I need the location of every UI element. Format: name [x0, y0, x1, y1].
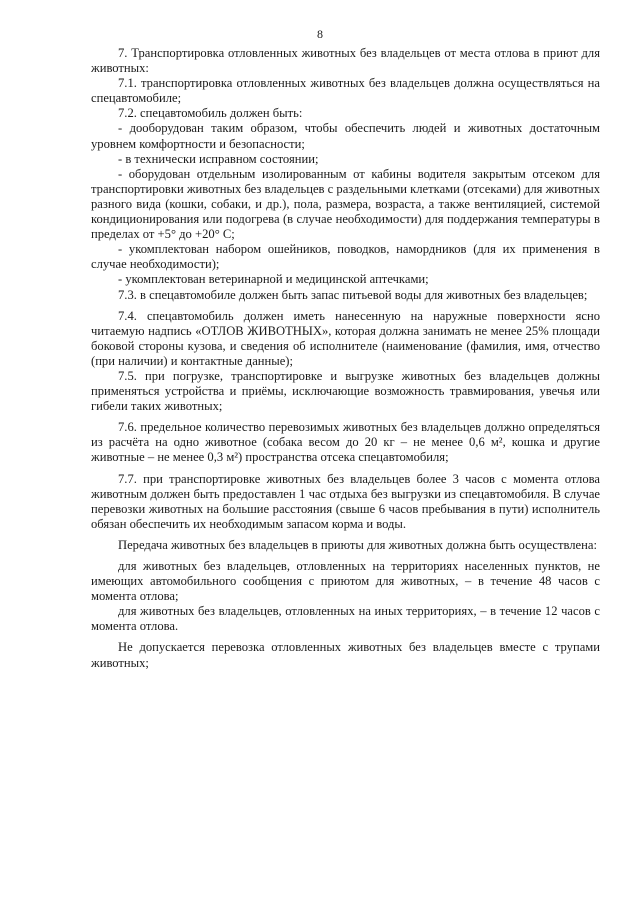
paragraph: 7.1. транспортировка отловленных животных без владельцев должна осуществляться на спецавтомобиле;: [91, 76, 600, 106]
paragraph: - в технически исправном состоянии;: [118, 151, 319, 166]
paragraph: для животных без владельцев, отловленных на территориях населенных пунктов, не имеющих автомобильного сообщения с приютом для животных, – в течение 48 часов с момента отлова;: [91, 559, 600, 604]
paragraph: 7.7. при транспортировке животных без владельцев более 3 часов с момента отлова животным должен быть предоставлен 1 час отдыха без выгрузки из спецавтомобиля. В случае перевозки животных на большие расстояния (свыше 6 часов пребывания в пути) исполнитель обязан обеспечить их необходимым запасом корма и воды.: [91, 471, 600, 531]
paragraph: - дооборудован таким образом, чтобы обеспечить людей и животных достаточным уровнем комфортности и безопасности;: [91, 121, 600, 151]
paragraph: 7.2. спецавтомобиль должен быть:: [118, 106, 303, 121]
paragraph: 7.5. при погрузке, транспортировке и выгрузке животных без владельцев должны применяться устройства и приёмы, исключающие возможность травмирования, увечья или гибели таких животных;: [91, 368, 600, 414]
document-body: [91, 46, 600, 671]
page-number: 8: [317, 27, 323, 41]
paragraph: для животных без владельцев, отловленных на иных территориях, – в течение 12 часов с момента отлова.: [91, 604, 600, 634]
paragraph: 7. Транспортировка отловленных животных без владельцев от места отлова в приют для животных:: [91, 46, 600, 76]
paragraph: Передача животных без владельцев в приюты для животных должна быть осуществлена:: [118, 537, 597, 552]
paragraph: Не допускается перевозка отловленных животных без владельцев вместе с трупами животных;: [91, 640, 600, 670]
paragraph: - укомплектован ветеринарной и медицинской аптечками;: [118, 272, 429, 287]
paragraph: - укомплектован набором ошейников, поводков, намордников (для их применения в случае необходимости);: [91, 242, 600, 272]
paragraph: - оборудован отдельным изолированным от кабины водителя закрытым отсеком для транспортировки животных без владельцев с раздельными клетками (отсеками) для животных разного вида (кошки, собаки, и др.), пола, размера, возраста, а также вентиляцией, системой кондиционирования или подогрева (в случае необходимости) для поддержания температуры в пределах от +5° до +20° С;: [91, 166, 600, 242]
paragraph: 7.4. спецавтомобиль должен иметь нанесенную на наружные поверхности ясно читаемую надпись «ОТЛОВ ЖИВОТНЫХ», которая должна занимать не менее 25% площади боковой стороны кузова, и сведения об исполнителе (наименование (фамилия, имя, отчество (при наличии) и контактные данные);: [91, 308, 600, 368]
paragraph: 7.3. в спецавтомобиле должен быть запас питьевой воды для животных без владельцев;: [118, 287, 588, 302]
paragraph: 7.6. предельное количество перевозимых животных без владельцев должно определяться из расчёта на одно животное (собака весом до 20 кг – не менее 0,6 м², кошка и другие животные – не менее 0,3 м²) пространства отсека спецавтомобиля;: [91, 420, 600, 465]
